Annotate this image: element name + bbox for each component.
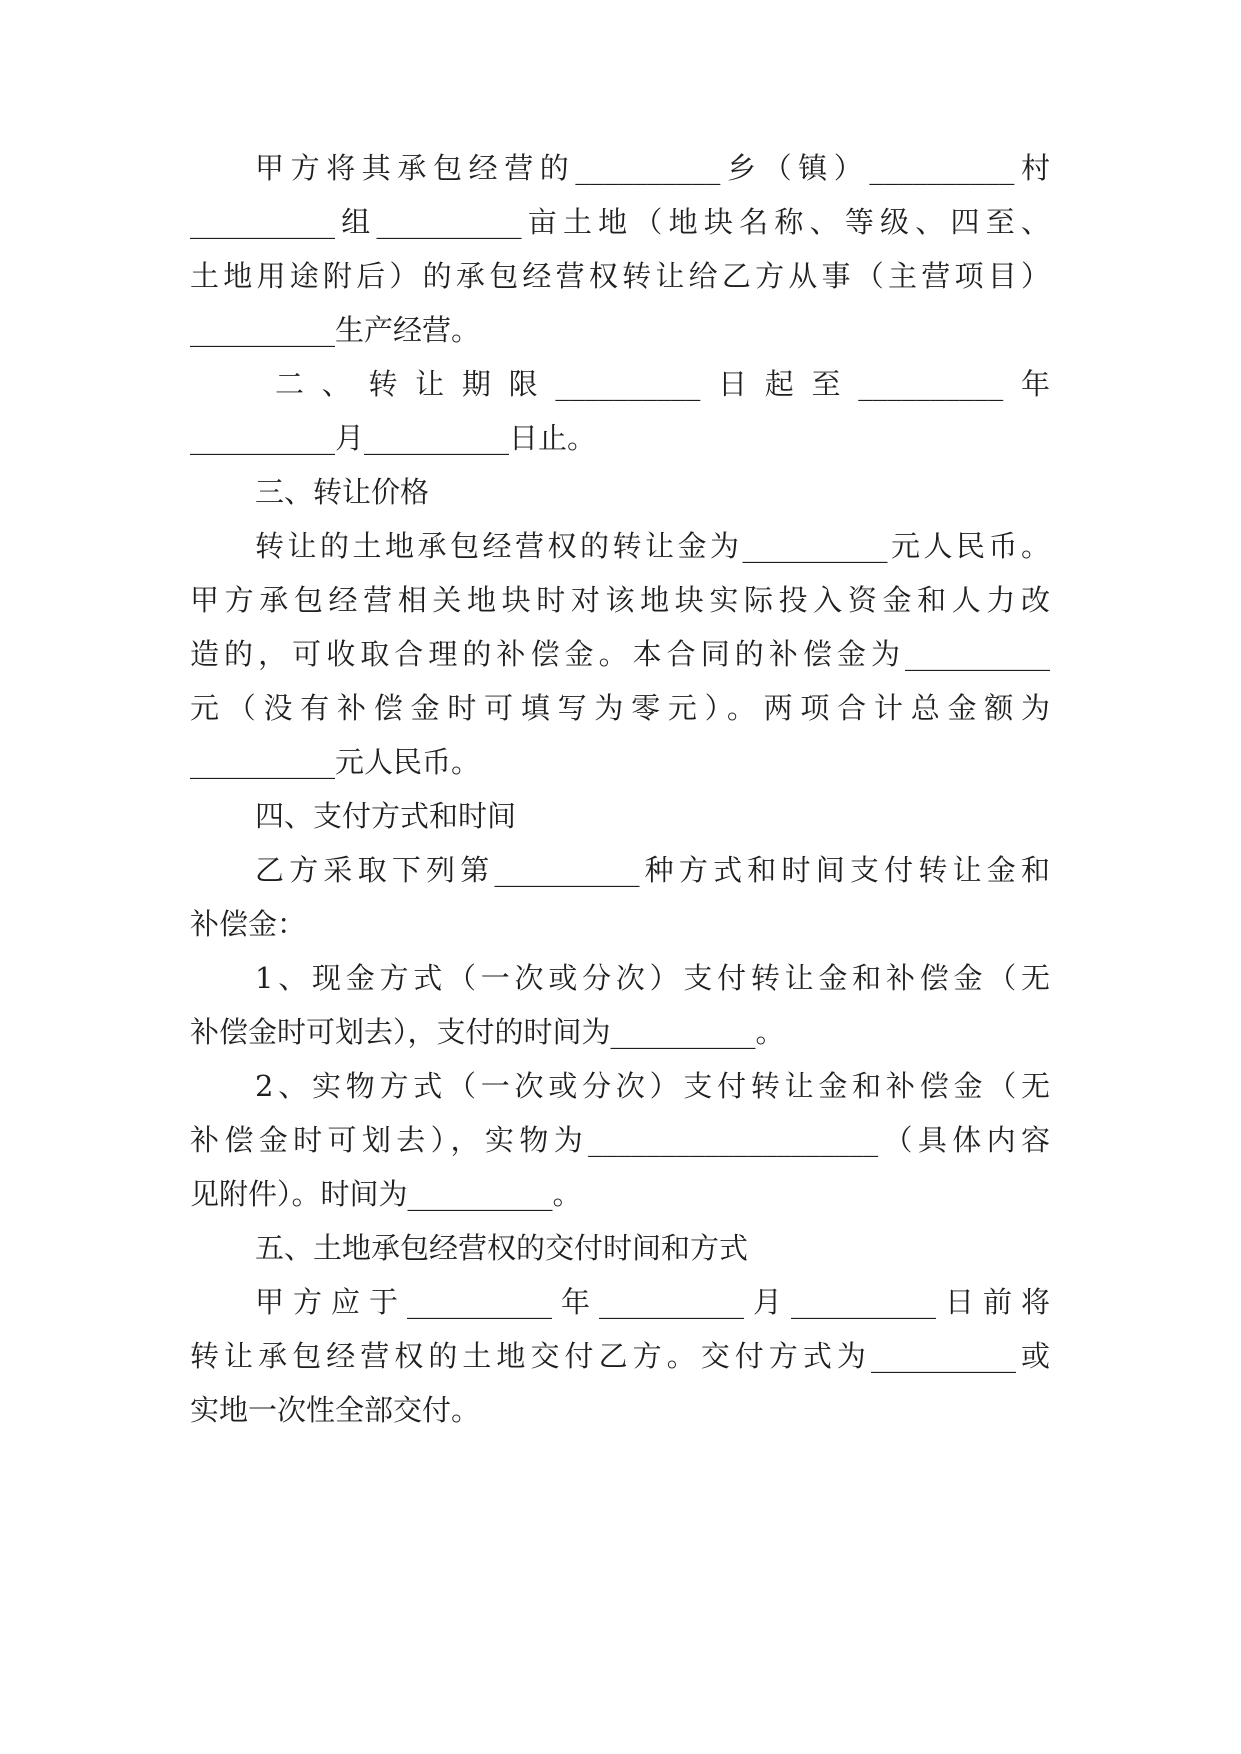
section-heading-3: 三、转让价格: [255, 475, 430, 509]
paragraph-line: 乙方采取下列第__________种方式和时间支付转让金和: [255, 853, 1050, 887]
paragraph-line: 补偿金：: [190, 907, 307, 941]
list-item-line: 2、实物方式（一次或分次）支付转让金和补偿金（无: [255, 1069, 1050, 1103]
paragraph-line: 实地一次性全部交付。: [190, 1393, 481, 1427]
paragraph-line: 元（没有补偿金时可填写为零元）。两项合计总金额为: [190, 691, 1050, 725]
paragraph-line: 转让的土地承包经营权的转让金为__________元人民币。: [255, 529, 1050, 563]
paragraph-line: 甲方将其承包经营的__________乡（镇）__________村: [255, 151, 1050, 185]
section-heading-2-line: 二、转让期限__________日起至__________年: [275, 367, 1050, 401]
list-item-line: 补偿金时可划去），支付的时间为__________。: [190, 1015, 785, 1049]
paragraph-line: 土地用途附后）的承包经营权转让给乙方从事（主营项目）: [190, 259, 1050, 293]
paragraph-line: __________元人民币。: [190, 745, 481, 779]
paragraph-line: __________组__________亩土地（地块名称、等级、四至、: [190, 205, 1050, 239]
paragraph-line: 甲方承包经营相关地块时对该地块实际投入资金和人力改: [190, 583, 1050, 617]
paragraph-line: __________月__________日止。: [190, 421, 597, 455]
list-item-line: 见附件）。时间为__________。: [190, 1177, 582, 1211]
list-item-line: 1、现金方式（一次或分次）支付转让金和补偿金（无: [255, 961, 1050, 995]
paragraph-line: __________生产经营。: [190, 313, 481, 347]
paragraph-line: 转让承包经营权的土地交付乙方。交付方式为__________或: [190, 1339, 1050, 1373]
paragraph-line: 甲方应于__________年__________月__________日前将: [255, 1285, 1050, 1319]
list-item-line: 补偿金时可划去），实物为____________________（具体内容: [190, 1123, 1050, 1157]
section-heading-4: 四、支付方式和时间: [255, 799, 517, 833]
paragraph-line: 造的，可收取合理的补偿金。本合同的补偿金为__________: [190, 637, 1050, 671]
section-heading-5: 五、土地承包经营权的交付时间和方式: [255, 1231, 749, 1265]
